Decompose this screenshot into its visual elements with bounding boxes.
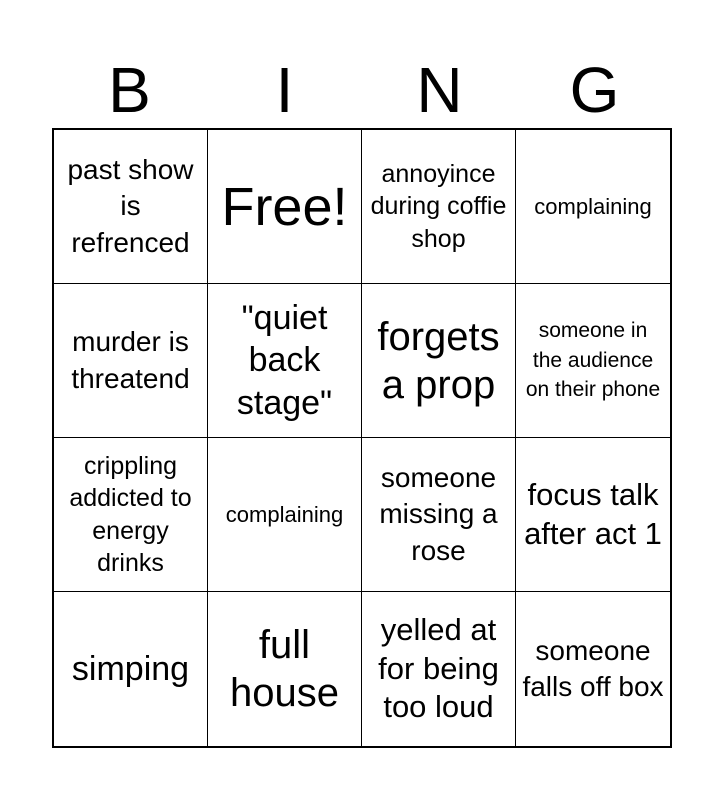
bingo-header bbox=[52, 52, 672, 128]
bingo-board bbox=[52, 128, 672, 748]
bingo-cell-r3c1[interactable] bbox=[54, 438, 208, 592]
cell-label: crippling addicted to energy drinks bbox=[69, 451, 192, 577]
cell-label: past show is refrenced bbox=[67, 153, 194, 258]
cell-label: full house bbox=[230, 623, 339, 715]
cell-label: someone falls off box bbox=[522, 634, 664, 702]
cell-label: simping bbox=[71, 649, 190, 688]
cell-label: complaining bbox=[225, 501, 344, 527]
cell-label: murder is threatend bbox=[71, 326, 190, 394]
bingo-cell-r2c4[interactable] bbox=[516, 284, 670, 438]
cell-label: complaining bbox=[534, 193, 652, 219]
header-letter-i: I bbox=[275, 54, 294, 126]
bingo-cell-r1c1[interactable] bbox=[54, 130, 208, 284]
cell-label: focus talk after act 1 bbox=[524, 476, 662, 551]
cell-label: annoyince during coffie shop bbox=[370, 159, 507, 253]
bingo-cell-r2c1[interactable] bbox=[54, 284, 208, 438]
header-letter-n: N bbox=[416, 54, 463, 126]
bingo-cell-r3c4[interactable] bbox=[516, 438, 670, 592]
bingo-cell-r1c3[interactable] bbox=[362, 130, 516, 284]
bingo-cell-r1c4[interactable] bbox=[516, 130, 670, 284]
bingo-cell-r4c4[interactable] bbox=[516, 592, 670, 746]
cell-label: someone missing a rose bbox=[379, 461, 498, 566]
bingo-cell-r2c2[interactable] bbox=[208, 284, 362, 438]
bingo-cell-r2c3[interactable] bbox=[362, 284, 516, 438]
bingo-cell-r3c2[interactable] bbox=[208, 438, 362, 592]
bingo-cell-r4c1[interactable] bbox=[54, 592, 208, 746]
cell-label: someone in the audience on their phone bbox=[525, 319, 661, 402]
cell-label: yelled at for being too loud bbox=[378, 611, 499, 725]
cell-label: forgets a prop bbox=[377, 314, 500, 407]
bingo-cell-r1c2-free[interactable] bbox=[208, 130, 362, 284]
cell-label: Free! bbox=[221, 176, 348, 237]
bingo-cell-r4c2[interactable] bbox=[208, 592, 362, 746]
bingo-cell-r3c3[interactable] bbox=[362, 438, 516, 592]
header-letter-g: G bbox=[569, 54, 620, 126]
header-letter-b: B bbox=[108, 54, 151, 126]
cell-label: "quiet back stage" bbox=[236, 298, 333, 422]
bingo-cell-r4c3[interactable] bbox=[362, 592, 516, 746]
